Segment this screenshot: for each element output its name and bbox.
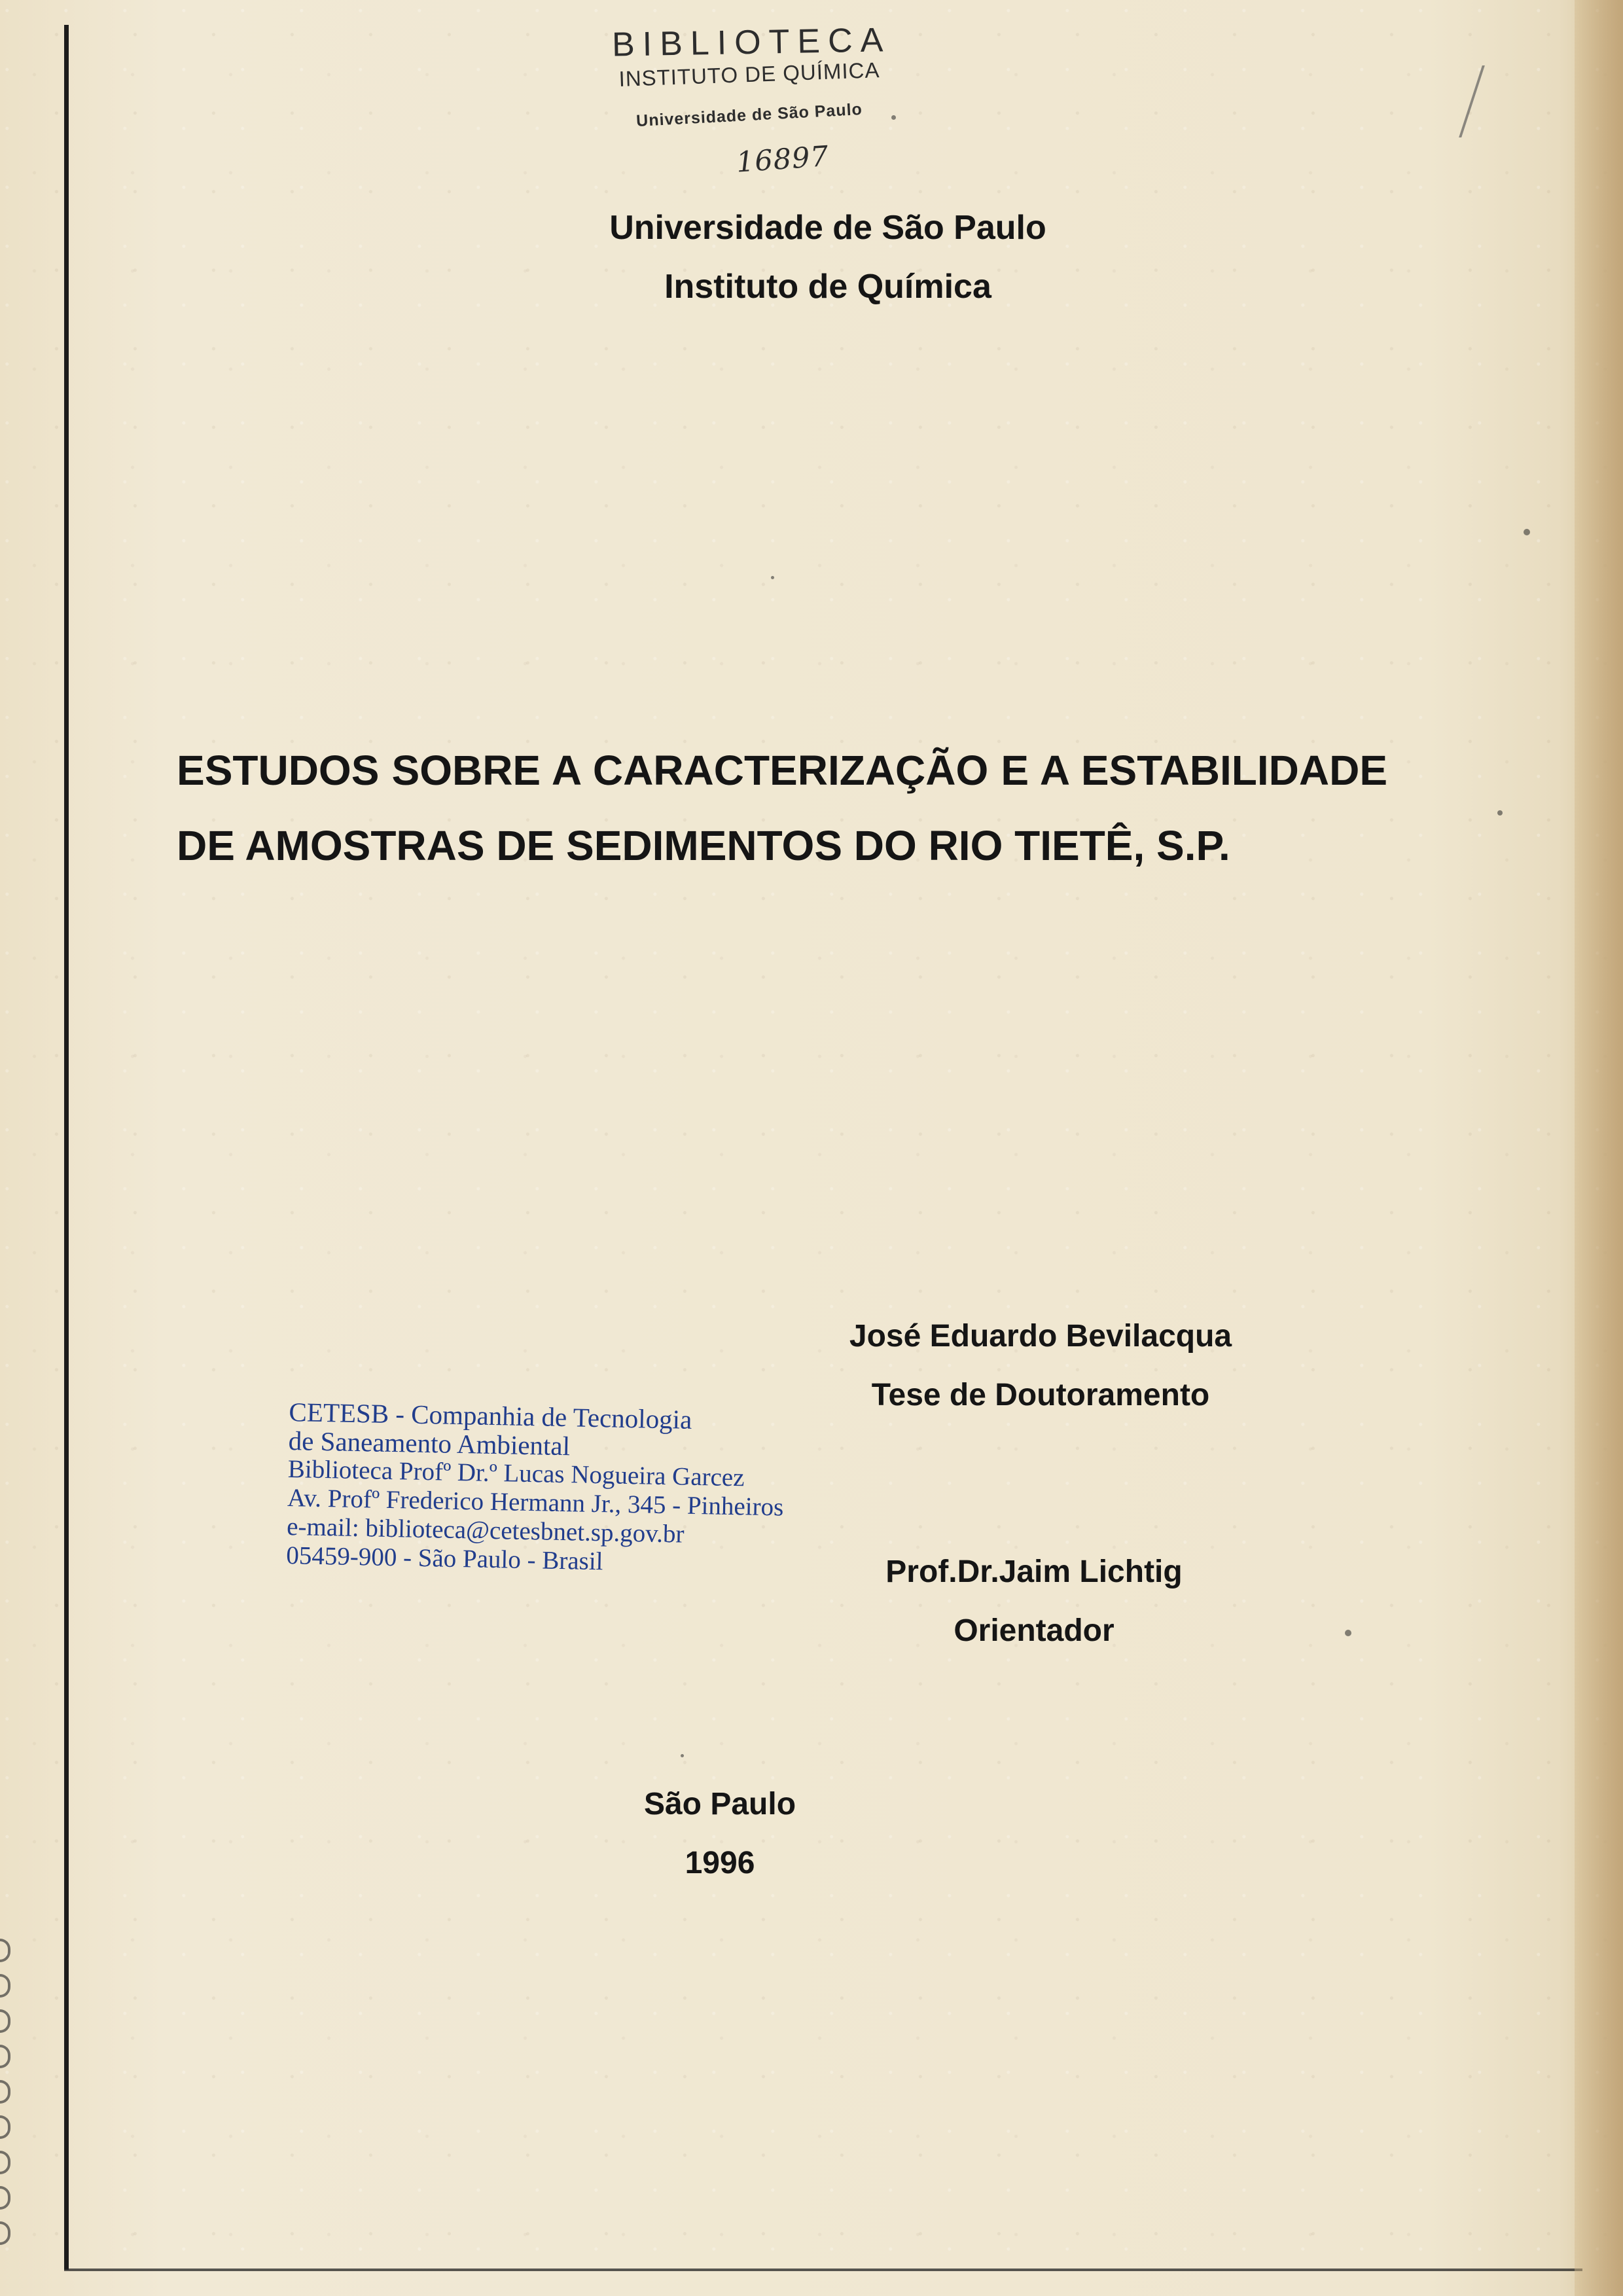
advisor-role: Orientador [954,1613,1115,1648]
advisor-name: Prof.Dr.Jaim Lichtig [885,1554,1183,1589]
scan-speck [681,1754,684,1757]
binding-ring [0,1974,10,1998]
cetesb-stamp-line-1: CETESB - Companhia de Tecnologia [289,1397,692,1435]
scan-speck [891,115,896,120]
pencil-check-mark [1425,65,1485,137]
cetesb-stamp-line-6: 05459-900 - São Paulo - Brasil [285,1541,603,1576]
scan-speck [1345,1630,1351,1636]
scan-speck [1497,810,1503,816]
thesis-type: Tese de Doutoramento [871,1378,1210,1412]
binding-ring [0,2186,10,2210]
binding-ring [0,2009,10,2033]
scan-speck [1524,529,1530,535]
place-date-block [602,1775,838,1893]
binding-ring [0,2221,10,2245]
binding-ring [0,2045,10,2068]
library-stamp-university: Universidade de São Paulo [635,99,863,131]
advisor-block [818,1543,1250,1660]
cetesb-stamp-line-2: de Saneamento Ambiental [288,1425,571,1462]
university-name: Universidade de São Paulo [609,209,1046,247]
thesis-title: ESTUDOS SOBRE A CARACTERIZAÇÃO E A ESTABILIDADE DE AMOSTRAS DE SEDIMENTOS DO RIO TIETÊ, S.P. [177,747,1387,869]
binding-ring [0,2080,10,2104]
publication-city: São Paulo [643,1787,796,1821]
right-page-shadow [1575,0,1623,2296]
library-stamp-number: 16897 [735,140,830,179]
author-name: José Eduardo Bevilacqua [849,1319,1232,1354]
institute-name: Instituto de Química [664,268,991,306]
bottom-edge-line [64,2269,1582,2271]
binding-edge-line [64,25,69,2270]
publication-year: 1996 [685,1846,755,1880]
library-stamp-title: BIBLIOTECA [611,21,891,64]
scan-speck [771,576,774,579]
cetesb-stamp-line-5: e-mail: biblioteca@cetesbnet.sp.gov.br [286,1512,685,1549]
cetesb-library-stamp [286,1397,826,1581]
binding-ring [0,2151,10,2174]
cetesb-stamp-line-3: Biblioteca Profº Dr.º Lucas Nogueira Garcez [287,1454,745,1492]
cetesb-stamp-line-4: Av. Profº Frederico Hermann Jr., 345 - Pinheiros [287,1483,784,1522]
binding-ring [0,2115,10,2139]
library-stamp-institute: INSTITUTO DE QUÍMICA [618,58,880,91]
author-block [792,1307,1289,1425]
binding-ring [0,1939,10,1962]
